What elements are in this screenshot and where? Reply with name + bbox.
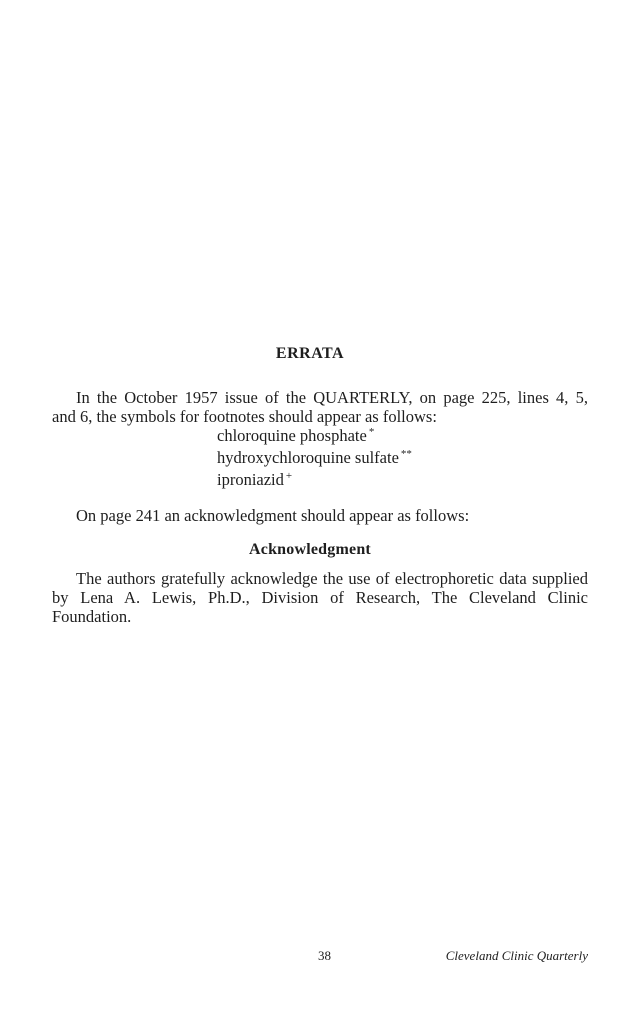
acknowledgment-line-2: by Lena A. Lewis, Ph.D., Division of Research, The Cleveland Clinic	[52, 588, 588, 607]
errata-line-1-text: In the October 1957 issue of the QUARTERLY, on page 225, lines 4, 5,	[76, 388, 588, 407]
acknowledgment-intro-text: On page 241 an acknowledgment should appear as follows:	[76, 506, 470, 525]
footnote-mark: *	[368, 426, 375, 438]
errata-paragraph	[52, 388, 588, 426]
footnote-symbol-list	[217, 423, 412, 489]
footnote-mark: +	[285, 470, 293, 482]
acknowledgment-line-1-text: The authors gratefully acknowledge the use of electrophoretic data supplied	[76, 569, 588, 588]
errata-paragraph-line-2: and 6, the symbols for footnotes should appear as follows:	[52, 407, 437, 426]
errata-paragraph-line-1	[52, 388, 588, 407]
acknowledgment-title: Acknowledgment	[249, 541, 371, 558]
acknowledgment-paragraph	[52, 569, 588, 626]
errata-title: ERRATA	[275, 345, 345, 362]
footnote-item	[217, 467, 412, 489]
footnote-item-text: iproniazid	[217, 470, 284, 489]
footnote-mark: **	[400, 448, 412, 460]
footnote-item	[217, 445, 412, 467]
footnote-item-text: chloroquine phosphate	[217, 426, 367, 445]
page-number: 38	[318, 948, 331, 963]
footnote-item	[217, 423, 412, 445]
journal-name: Cleveland Clinic Quarterly	[445, 948, 588, 963]
footnote-item-text: hydroxychloroquine sulfate	[217, 448, 399, 467]
acknowledgment-line-1	[52, 569, 588, 588]
acknowledgment-intro-paragraph	[52, 506, 588, 525]
acknowledgment-line-3: Foundation.	[52, 607, 132, 626]
